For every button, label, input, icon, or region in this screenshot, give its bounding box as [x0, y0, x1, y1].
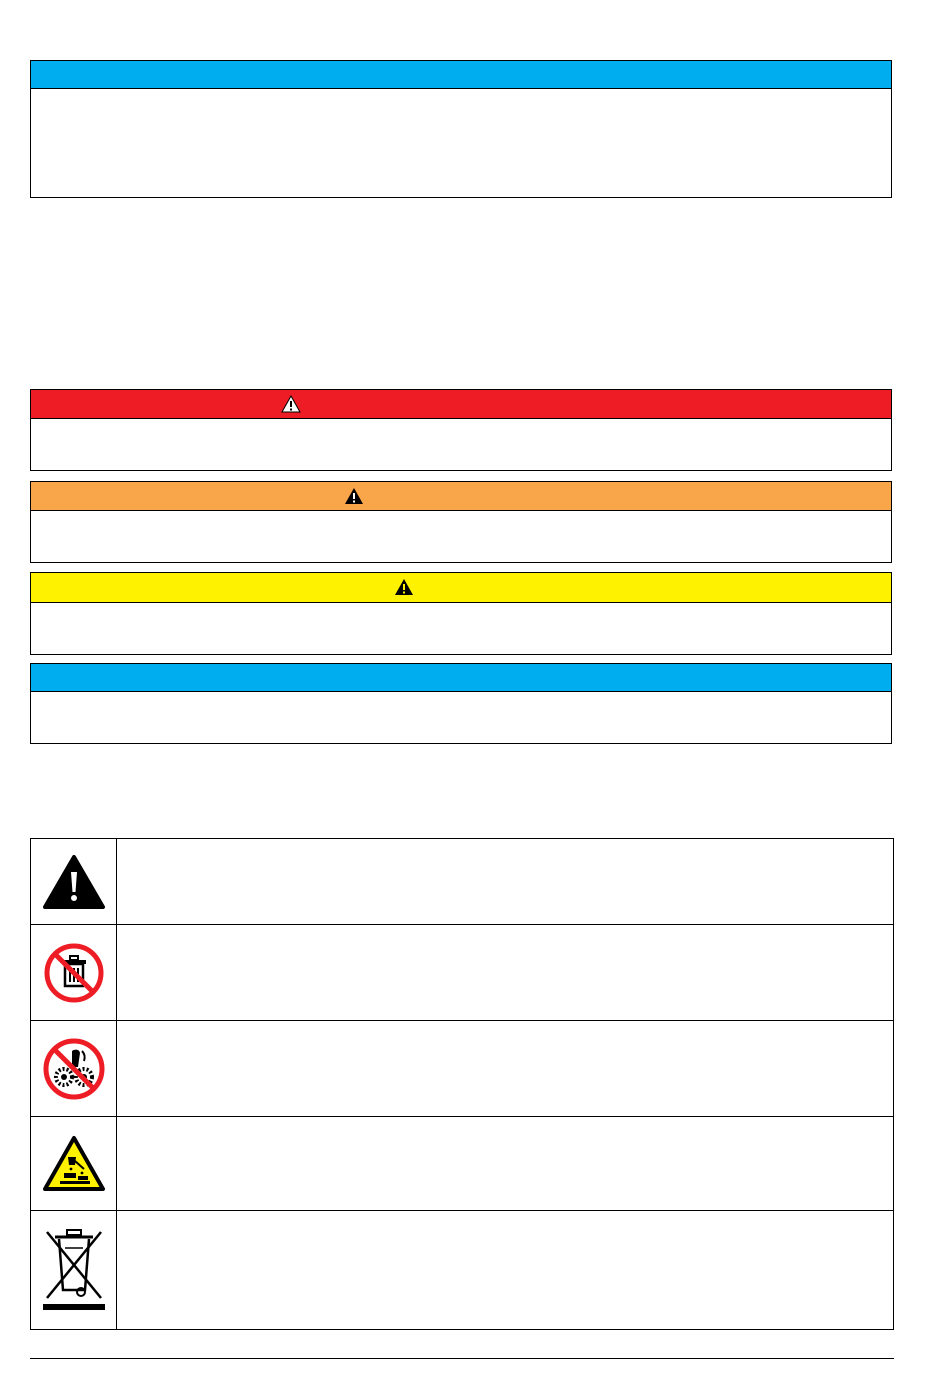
notice-box-top — [30, 60, 892, 198]
notice-box-bottom — [30, 663, 892, 744]
symbol-cell — [31, 839, 117, 924]
no-hands-near-moving-parts-icon — [42, 1037, 106, 1101]
symbol-cell — [31, 1021, 117, 1116]
description-cell — [117, 925, 893, 1020]
precautionary-labels-table — [30, 838, 894, 1330]
corrosive-chemical-icon — [42, 1135, 106, 1193]
footer-rule — [30, 1358, 894, 1359]
caution-box — [30, 572, 892, 655]
no-trash-disposal-icon — [43, 942, 105, 1004]
description-cell — [117, 1021, 893, 1116]
symbol-cell — [31, 1117, 117, 1210]
warning-triangle-icon — [281, 395, 301, 413]
symbol-cell — [31, 925, 117, 1020]
danger-header — [31, 390, 891, 419]
warning-header — [31, 482, 891, 511]
symbol-cell — [31, 1211, 117, 1329]
description-cell — [117, 1117, 893, 1210]
warning-triangle-icon — [394, 578, 414, 596]
danger-box — [30, 389, 892, 471]
warning-triangle-icon — [344, 487, 364, 505]
description-cell — [117, 839, 893, 924]
notice-header — [31, 61, 891, 89]
warning-box — [30, 481, 892, 563]
table-row — [31, 1117, 893, 1211]
description-cell — [117, 1211, 893, 1329]
table-row — [31, 925, 893, 1021]
table-row — [31, 839, 893, 925]
weee-crossed-bin-icon — [39, 1226, 109, 1314]
notice-header — [31, 664, 891, 692]
general-warning-icon — [42, 854, 106, 910]
table-row — [31, 1211, 893, 1329]
table-row — [31, 1021, 893, 1117]
caution-header — [31, 573, 891, 603]
